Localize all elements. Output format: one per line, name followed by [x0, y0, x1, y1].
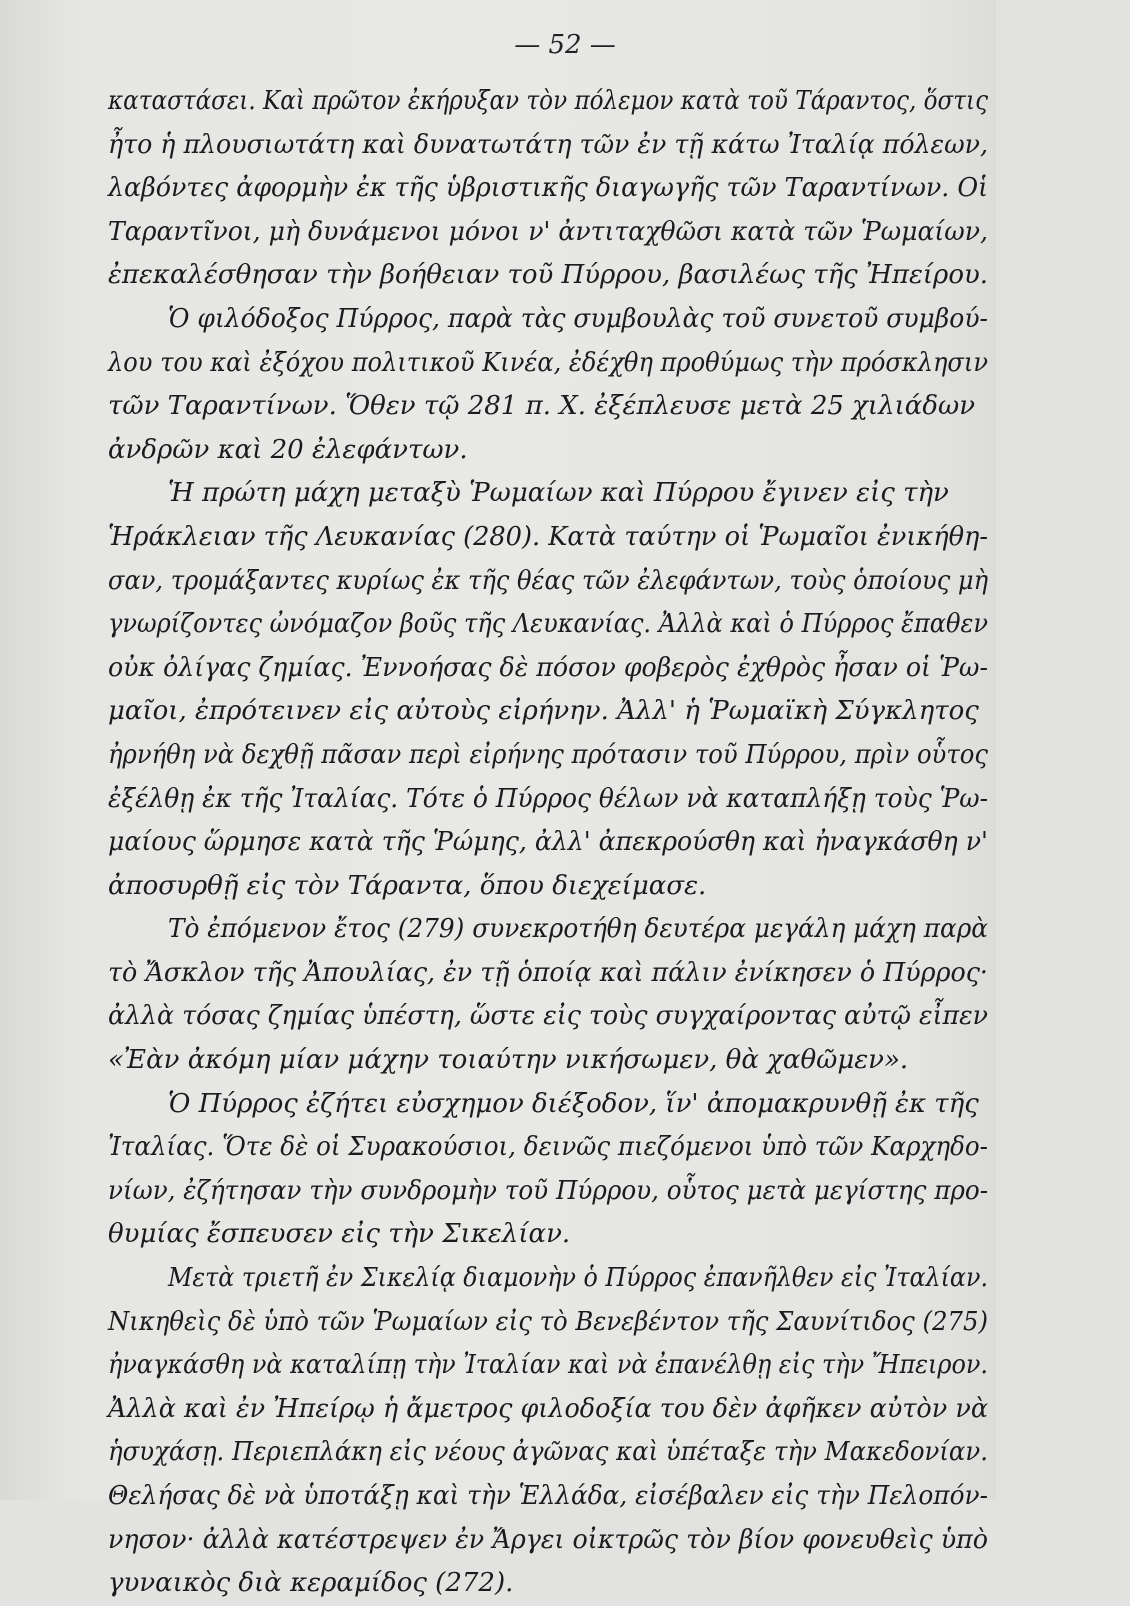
text-line: ἠρνήθη νὰ δεχθῇ πᾶσαν περὶ εἰρήνης πρότασιν τοῦ Πύρρου, πρὶν οὗτος [108, 739, 988, 770]
text-line: ἡσυχάσῃ. Περιεπλάκη εἰς νέους ἀγῶνας καὶ ὑπέταξε τὴν Μακεδονίαν. [108, 1437, 988, 1468]
text-line: Ἡράκλειαν τῆς Λευκανίας (280). Κατὰ ταύτην οἱ Ῥωμαῖοι ἐνικήθη- [108, 521, 989, 552]
body-text [108, 80, 988, 1606]
text-line: νησον· ἀλλὰ κατέστρεψεν ἐν Ἄργει οἰκτρῶς τὸν βίον φονευθεὶς ὑπὸ [108, 1524, 989, 1555]
text-line: Ἰταλίας. Ὅτε δὲ οἱ Συρακούσιοι, δεινῶς πιεζόμενοι ὑπὸ τῶν Καρχηδο- [108, 1132, 988, 1163]
text-line: Νικηθεὶς δὲ ὑπὸ τῶν Ῥωμαίων εἰς τὸ Βενεβέντον τῆς Σαυνίτιδος (275) [108, 1306, 988, 1337]
text-line: ἀποσυρθῇ εἰς τὸν Τάραντα, ὅπου διεχείμασε. [108, 870, 707, 901]
text-line: γυναικὸς διὰ κεραμίδος (272). [108, 1568, 514, 1599]
text-line: λαβόντες ἀφορμὴν ἐκ τῆς ὑβριστικῆς διαγωγῆς τῶν Ταραντίνων. Οἱ [108, 173, 989, 204]
text-line: Ταραντῖνοι, μὴ δυνάμενοι μόνοι ν' ἀντιταχθῶσι κατὰ τῶν Ῥωμαίων, [108, 216, 988, 247]
page-number: — 52 — [514, 30, 616, 60]
text-line: οὐκ ὀλίγας ζημίας. Ἐννοήσας δὲ πόσον φοβερὸς ἐχθρὸς ἦσαν οἱ Ῥω- [108, 652, 988, 683]
text-line: θυμίας ἔσπευσεν εἰς τὴν Σικελίαν. [108, 1219, 571, 1250]
text-line: τῶν Ταραντίνων. Ὅθεν τῷ 281 π. Χ. ἐξέπλευσε μετὰ 25 χιλιάδων [108, 391, 976, 422]
text-line: ἐπεκαλέσθησαν τὴν βοήθειαν τοῦ Πύρρου, βασιλέως τῆς Ἠπείρου. [108, 260, 989, 291]
text-line: σαν, τρομάξαντες κυρίως ἐκ τῆς θέας τῶν ἐλεφάντων, τοὺς ὁποίους μὴ [108, 565, 989, 596]
text-line: Ὁ Πύρρος ἐζήτει εὐσχημον διέξοδον, ἵν' ἀπομακρυνθῇ ἐκ τῆς [168, 1088, 979, 1119]
text-line: τὸ Ἄσκλον τῆς Ἀπουλίας, ἐν τῇ ὁποίᾳ καὶ πάλιν ἐνίκησεν ὁ Πύρρος· [108, 957, 988, 988]
text-line: ἐξέλθῃ ἐκ τῆς Ἰταλίας. Τότε ὁ Πύρρος θέλων νὰ καταπλήξῃ τοὺς Ῥω- [108, 783, 989, 814]
text-line: Τὸ ἐπόμενον ἔτος (279) συνεκροτήθη δευτέρα μεγάλη μάχη παρὰ [168, 914, 989, 945]
text-line: μαῖοι, ἐπρότεινεν εἰς αὐτοὺς εἰρήνην. Ἀλλ' ἡ Ῥωμαϊκὴ Σύγκλητος [108, 696, 979, 727]
text-line: ἦτο ἡ πλουσιωτάτη καὶ δυνατωτάτη τῶν ἐν τῇ κάτω Ἰταλίᾳ πόλεων, [108, 129, 989, 160]
text-line: μαίους ὥρμησε κατὰ τῆς Ῥώμης, ἀλλ' ἀπεκρούσθη καὶ ἠναγκάσθη ν' [108, 827, 988, 858]
text-line: γνωρίζοντες ὠνόμαζον βοῦς τῆς Λευκανίας. Ἀλλὰ καὶ ὁ Πύρρος ἔπαθεν [108, 609, 988, 640]
text-line: καταστάσει. Καὶ πρῶτον ἐκήρυξαν τὸν πόλεμον κατὰ τοῦ Τάραντος, ὅστις [108, 86, 989, 116]
text-line: ἀλλὰ τόσας ζημίας ὑπέστη, ὥστε εἰς τοὺς συγχαίροντας αὐτῷ εἶπεν [108, 1001, 988, 1032]
text-line: Ὁ φιλόδοξος Πύρρος, παρὰ τὰς συμβουλὰς τοῦ συνετοῦ συμβού- [168, 303, 988, 334]
text-line: ἠναγκάσθη νὰ καταλίπῃ τὴν Ἰταλίαν καὶ νὰ ἐπανέλθῃ εἰς τὴν Ἤπειρον. [108, 1350, 989, 1381]
text-line: ἀνδρῶν καὶ 20 ἐλεφάντων. [108, 434, 468, 465]
text-line: νίων, ἐζήτησαν τὴν συνδρομὴν τοῦ Πύρρου, οὗτος μετὰ μεγίστης προ- [108, 1175, 989, 1206]
text-line: Ἀλλὰ καὶ ἐν Ἠπείρῳ ἡ ἄμετρος φιλοδοξία του δὲν ἀφῆκεν αὐτὸν νὰ [108, 1393, 989, 1424]
text-line: Μετὰ τριετῆ ἐν Σικελίᾳ διαμονὴν ὁ Πύρρος ἐπανῆλθεν εἰς Ἰταλίαν. [168, 1263, 989, 1294]
text-line: Θελήσας δὲ νὰ ὑποτάξῃ καὶ τὴν Ἑλλάδα, εἰσέβαλεν εἰς τὴν Πελοπόν- [108, 1481, 988, 1511]
text-line: «Ἐὰν ἀκόμη μίαν μάχην τοιαύτην νικήσωμεν, θὰ χαθῶμεν». [108, 1045, 909, 1076]
text-line: Ἡ πρώτη μάχη μεταξὺ Ῥωμαίων καὶ Πύρρου ἔγινεν εἰς τὴν [168, 478, 949, 509]
text-line: λου του καὶ ἐξόχου πολιτικοῦ Κινέα, ἐδέχθη προθύμως τὴν πρόσκλησιν [108, 347, 989, 378]
